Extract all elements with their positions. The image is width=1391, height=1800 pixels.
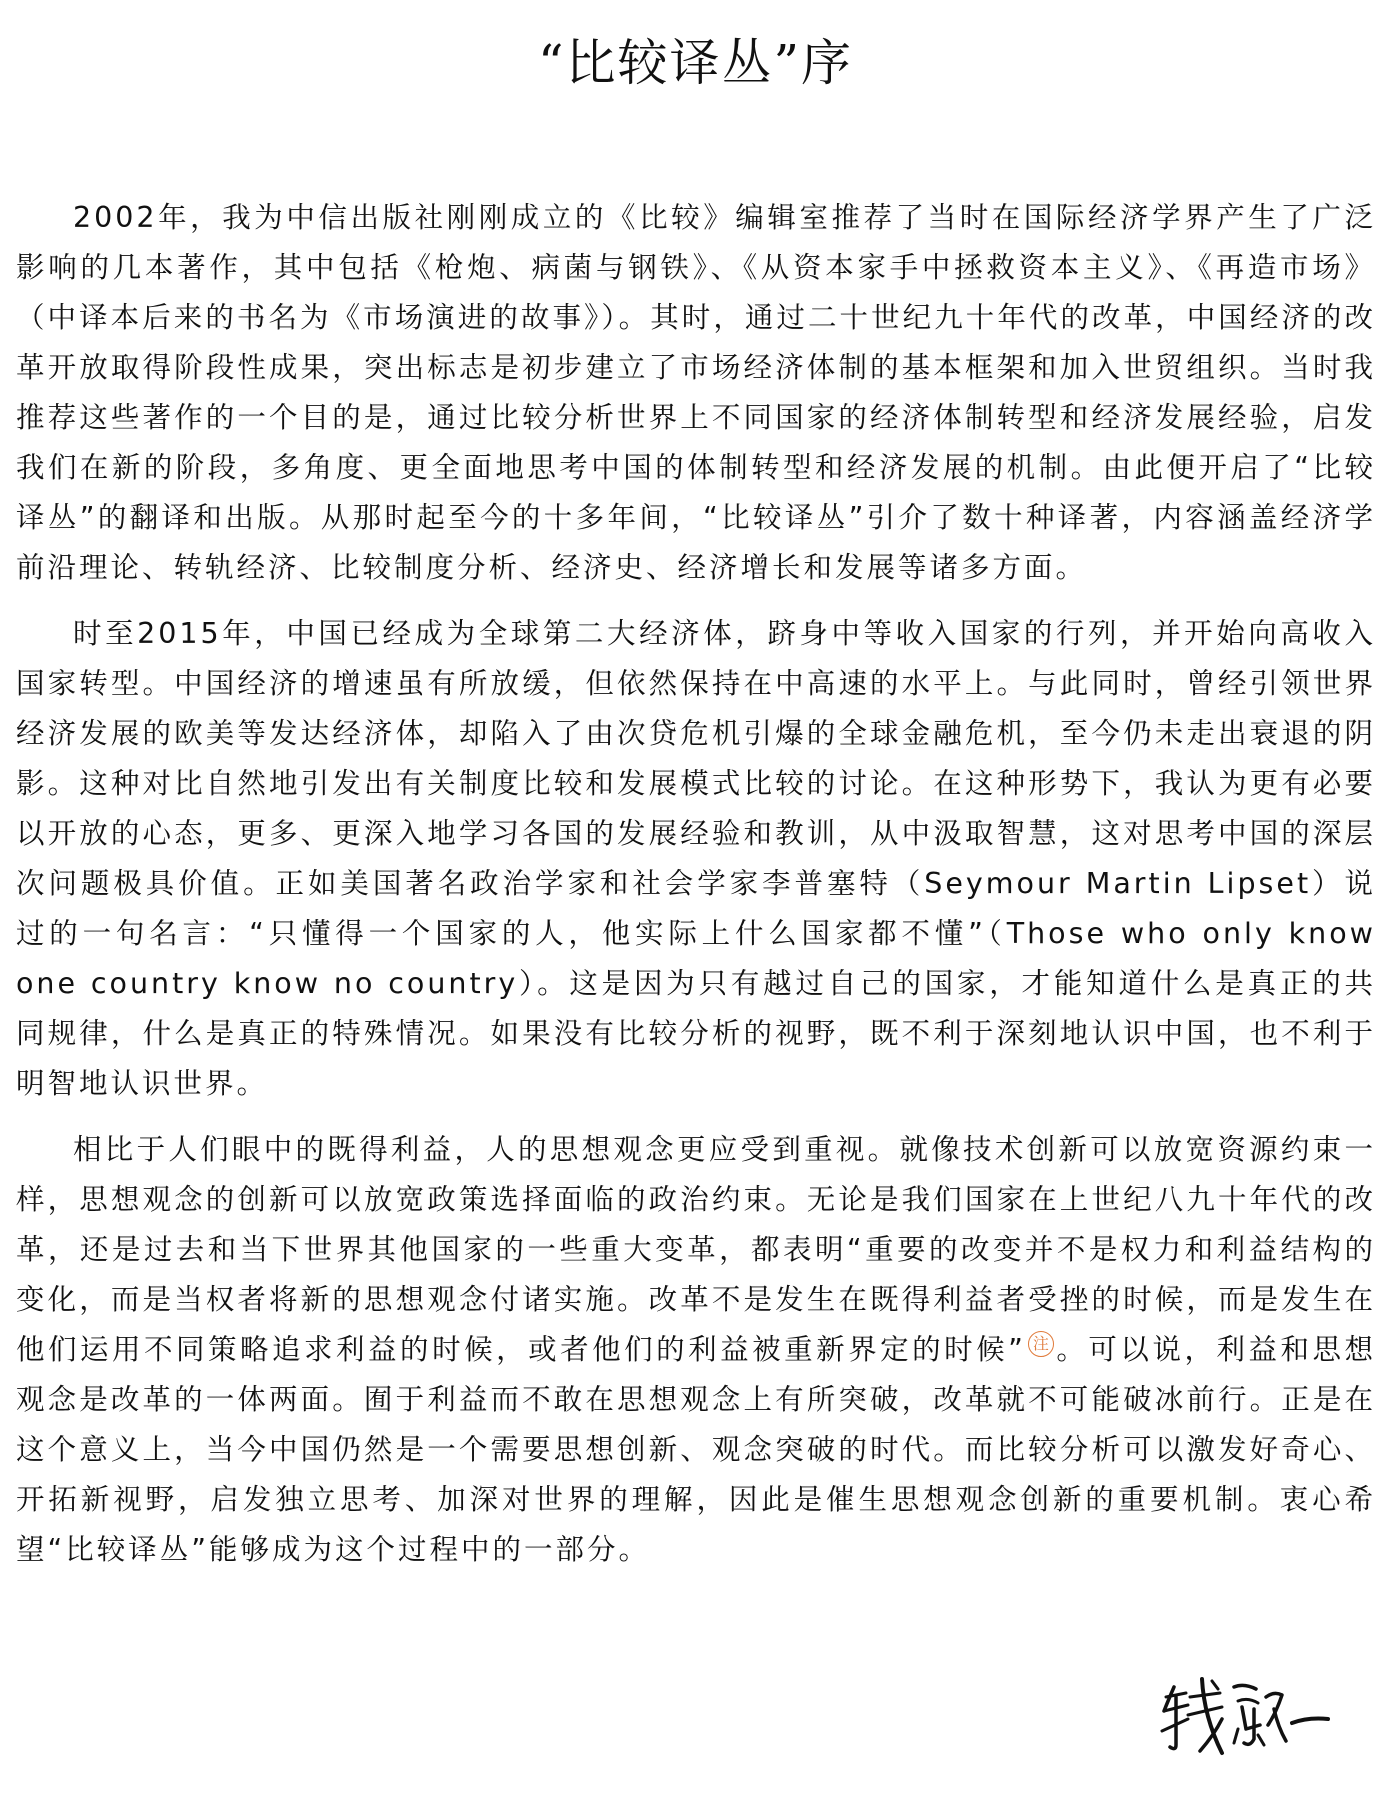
footnote-marker[interactable]: 注 xyxy=(1028,1331,1054,1357)
paragraph-2: 时至2015年，中国已经成为全球第二大经济体，跻身中等收入国家的行列，并开始向高收入国家转型。中国经济的增速虽有所放缓，但依然保持在中高速的水平上。与此同时，曾经引领世界经济发展的欧美等发达经济体，却陷入了由次贷危机引爆的全球金融危机，至今仍未走出衰退的阴影。这种对比自然地引发出有关制度比较和发展模式比较的讨论。在这种形势下，我认为更有必要以开放的心态，更多、更深入地学习各国的发展经验和教训，从中汲取智慧，这对思考中国的深层次问题极具价值。正如美国著名政治学家和社会学家李普塞特（Seymour Martin Lipset）说过的一句名言：“只懂得一个国家的人，他实际上什么国家都不懂”（Those who only know one country know no country）。这是因为只有越过自己的国家，才能知道什么是真正的共同规律，什么是真正的特殊情况。如果没有比较分析的视野，既不利于深刻地认识中国，也不利于明智地认识世界。 xyxy=(16,617,1376,1100)
preface-body xyxy=(16,193,1376,1591)
page-title: “比较译丛”序 xyxy=(537,34,854,92)
paragraph-3 xyxy=(16,1125,1376,1575)
paragraph-3-text-before-note: 相比于人们眼中的既得利益，人的思想观念更应受到重视。就像技术创新可以放宽资源约束一样，思想观念的创新可以放宽政策选择面临的政治约束。无论是我们国家在上世纪八九十年代的改革，还是过去和当下世界其他国家的一些重大变革，都表明“重要的改变并不是权力和利益结构的变化，而是当权者将新的思想观念付诸实施。改革不是发生在既得利益者受挫的时候，而是发生在他们运用不同策略追求利益的时候，或者他们的利益被重新界定的时候” xyxy=(16,1133,1376,1366)
paragraph-3-text-after-note: 。可以说，利益和思想观念是改革的一体两面。囿于利益而不敢在思想观念上有所突破，改革就不可能破冰前行。正是在这个意义上，当今中国仍然是一个需要思想创新、观念突破的时代。而比较分析可以激发好奇心、开拓新视野，启发独立思考、加深对世界的理解，因此是催生思想观念创新的重要机制。衷心希望“比较译丛”能够成为这个过程中的一部分。 xyxy=(16,1333,1376,1566)
author-signature xyxy=(1158,1667,1333,1762)
paragraph-1: 2002年，我为中信出版社刚刚成立的《比较》编辑室推荐了当时在国际经济学界产生了广泛影响的几本著作，其中包括《枪炮、病菌与钢铁》、《从资本家手中拯救资本主义》、《再造市场》（中译本后来的书名为《市场演进的故事》）。其时，通过二十世纪九十年代的改革，中国经济的改革开放取得阶段性成果，突出标志是初步建立了市场经济体制的基本框架和加入世贸组织。当时我推荐这些著作的一个目的是，通过比较分析世界上不同国家的经济体制转型和经济发展经验，启发我们在新的阶段，多角度、更全面地思考中国的体制转型和经济发展的机制。由此便开启了“比较译丛”的翻译和出版。从那时起至今的十多年间，“比较译丛”引介了数十种译著，内容涵盖经济学前沿理论、转轨经济、比较制度分析、经济史、经济增长和发展等诸多方面。 xyxy=(16,201,1376,584)
